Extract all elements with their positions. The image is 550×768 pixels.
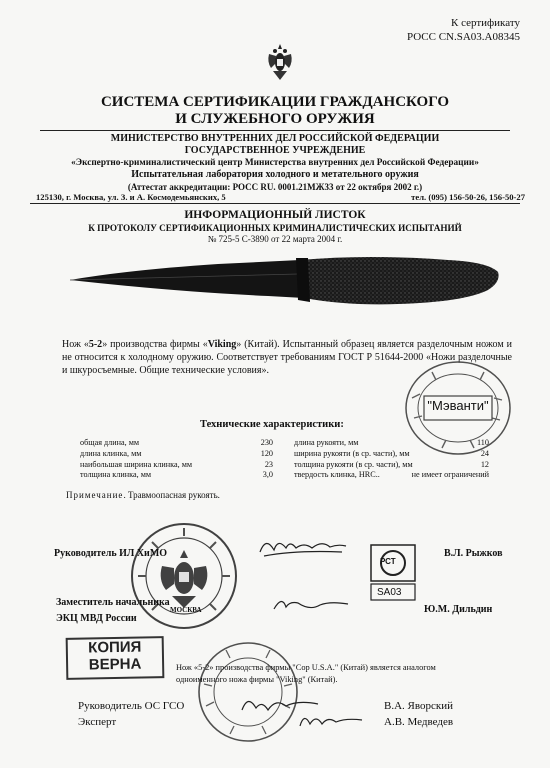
spec-row — [294, 470, 489, 481]
certificate-ref-number: РОСС CN.SA03.A08345 — [406, 31, 520, 43]
head-lab-label: Руководитель ИЛ ХиМО — [54, 548, 168, 559]
spec-label: длина клинка, мм — [80, 448, 142, 458]
phone: тел. (095) 156-50-26, 156-50-27 — [411, 192, 525, 202]
description-part2: » производства фирмы « — [102, 339, 208, 350]
certification-code: SA03 — [377, 587, 402, 598]
analog-note-line1: Нож «5-2» производства фирмы "Cop U.S.A." (Китай) является аналогом — [176, 663, 436, 672]
expert-label: Эксперт — [78, 716, 117, 728]
description-part1: Нож « — [62, 339, 89, 350]
deputy-label: Заместитель начальника — [56, 597, 170, 608]
spec-value: 230 — [260, 438, 273, 447]
spec-value: 12 — [480, 459, 489, 469]
spec-row — [80, 449, 273, 460]
specs-left-column — [80, 438, 273, 481]
spec-label: общая длина, мм — [80, 438, 140, 447]
knife-model: 5-2 — [88, 339, 103, 350]
divider-top — [40, 130, 510, 131]
spec-row — [294, 460, 489, 471]
spec-label: толщина рукояти (в ср. части), мм — [294, 459, 413, 469]
spec-value: 110 — [477, 438, 489, 447]
spec-label: наибольшая ширина клинка, мм — [80, 459, 193, 469]
head-lab-name: В.Л. Рыжков — [444, 548, 503, 559]
info-sheet-title: ИНФОРМАЦИОННЫЙ ЛИСТОК — [184, 209, 366, 221]
protocol-subtitle: К ПРОТОКОЛУ СЕРТИФИКАЦИОННЫХ КРИМИНАЛИСТИЧЕСКИХ ИСПЫТАНИЙ — [88, 223, 462, 233]
spec-row — [80, 460, 273, 471]
ministry-name: МИНИСТЕРСТВО ВНУТРЕННИХ ДЕЛ РОССИЙСКОЙ ФЕДЕРАЦИИ — [110, 133, 440, 144]
certification-mark-text: РСТ — [380, 557, 396, 566]
spec-label: твердость клинка, HRC.. — [294, 470, 380, 480]
spec-value: 23 — [264, 459, 273, 469]
seal-city: МОСКВА — [170, 606, 202, 614]
specs-note — [66, 490, 220, 500]
note-text: . Травмоопасная рукоять. — [123, 490, 220, 500]
address: 125130, г. Москва, ул. З. и А. Космодемьянских, 5 — [36, 192, 226, 202]
spec-row — [80, 470, 273, 481]
spec-value: 24 — [480, 448, 489, 458]
spec-label: длина рукояти, мм — [294, 438, 359, 447]
os-head-label: Руководитель ОС ГСО — [78, 700, 185, 712]
expert-name: А.В. Медведев — [384, 716, 454, 728]
description-part3: » (Китай). Испытанный образец является разделочным ножом и не относится к холодному оружию. Соответствует требованиям ГОСТ Р 51644-2000 «Ножи разделочные и шкуросъемные. Общие технические условия». — [62, 339, 513, 376]
coat-of-arms-icon — [266, 40, 294, 84]
note-label: Примечание — [66, 490, 124, 500]
spec-row — [80, 438, 273, 449]
spec-label: толщина клинка, мм — [80, 470, 152, 480]
deputy-name: Ю.М. Дильдин — [424, 604, 493, 615]
certificate-reference — [407, 16, 520, 44]
spec-row — [294, 438, 489, 449]
divider-address — [30, 203, 520, 204]
brand-name: Viking — [207, 339, 237, 350]
analog-note — [176, 662, 436, 686]
system-title-line1: СИСТЕМА СЕРТИФИКАЦИИ ГРАЖДАНСКОГО — [100, 94, 450, 110]
spec-value: 120 — [260, 448, 273, 458]
certificate-ref-line1: К сертификату — [451, 17, 520, 29]
system-title — [0, 94, 550, 128]
spec-value: 3,0 — [262, 470, 273, 480]
deputy-org-label: ЭКЦ МВД России — [56, 613, 137, 624]
official-seal — [128, 520, 240, 632]
knife-image — [68, 252, 503, 312]
copy-verified-stamp — [66, 636, 165, 680]
system-title-line2: И СЛУЖЕБНОГО ОРУЖИЯ — [175, 111, 375, 127]
spec-value: не имеет ограничений — [411, 470, 489, 480]
institution-name: ГОСУДАРСТВЕННОЕ УЧРЕЖДЕНИЕ — [184, 145, 366, 156]
copy-stamp-line2: ВЕРНА — [88, 655, 142, 674]
expert-signature — [296, 708, 366, 732]
copy-stamp-line1: КОПИЯ — [88, 638, 142, 657]
os-head-name: В.А. Яворский — [384, 700, 453, 712]
mevanti-stamp-text: "Мэванти" — [427, 398, 489, 413]
spec-label: ширина рукояти (в ср. части), мм — [294, 448, 410, 458]
protocol-number: № 725-5 С-3890 от 22 марта 2004 г. — [207, 234, 343, 244]
specs-heading: Технические характеристики: — [200, 419, 344, 430]
spec-row — [294, 449, 489, 460]
ministry-block — [0, 133, 550, 193]
lab-name: Испытательная лаборатория холодного и метательного оружия — [131, 169, 419, 180]
analog-note-line2: одноименного ножа фирмы "Viking" (Китай). — [176, 675, 338, 684]
center-name: «Экспертно-криминалистический центр Министерства внутренних дел Российской Федерации» — [71, 158, 479, 168]
deputy-signature — [270, 593, 352, 615]
head-signature — [256, 534, 348, 560]
accreditation: (Аттестат аккредитации: РОСС RU. 0001.21МЖ33 от 22 октября 2002 г.) — [127, 182, 423, 192]
specs-right-column — [294, 438, 489, 481]
